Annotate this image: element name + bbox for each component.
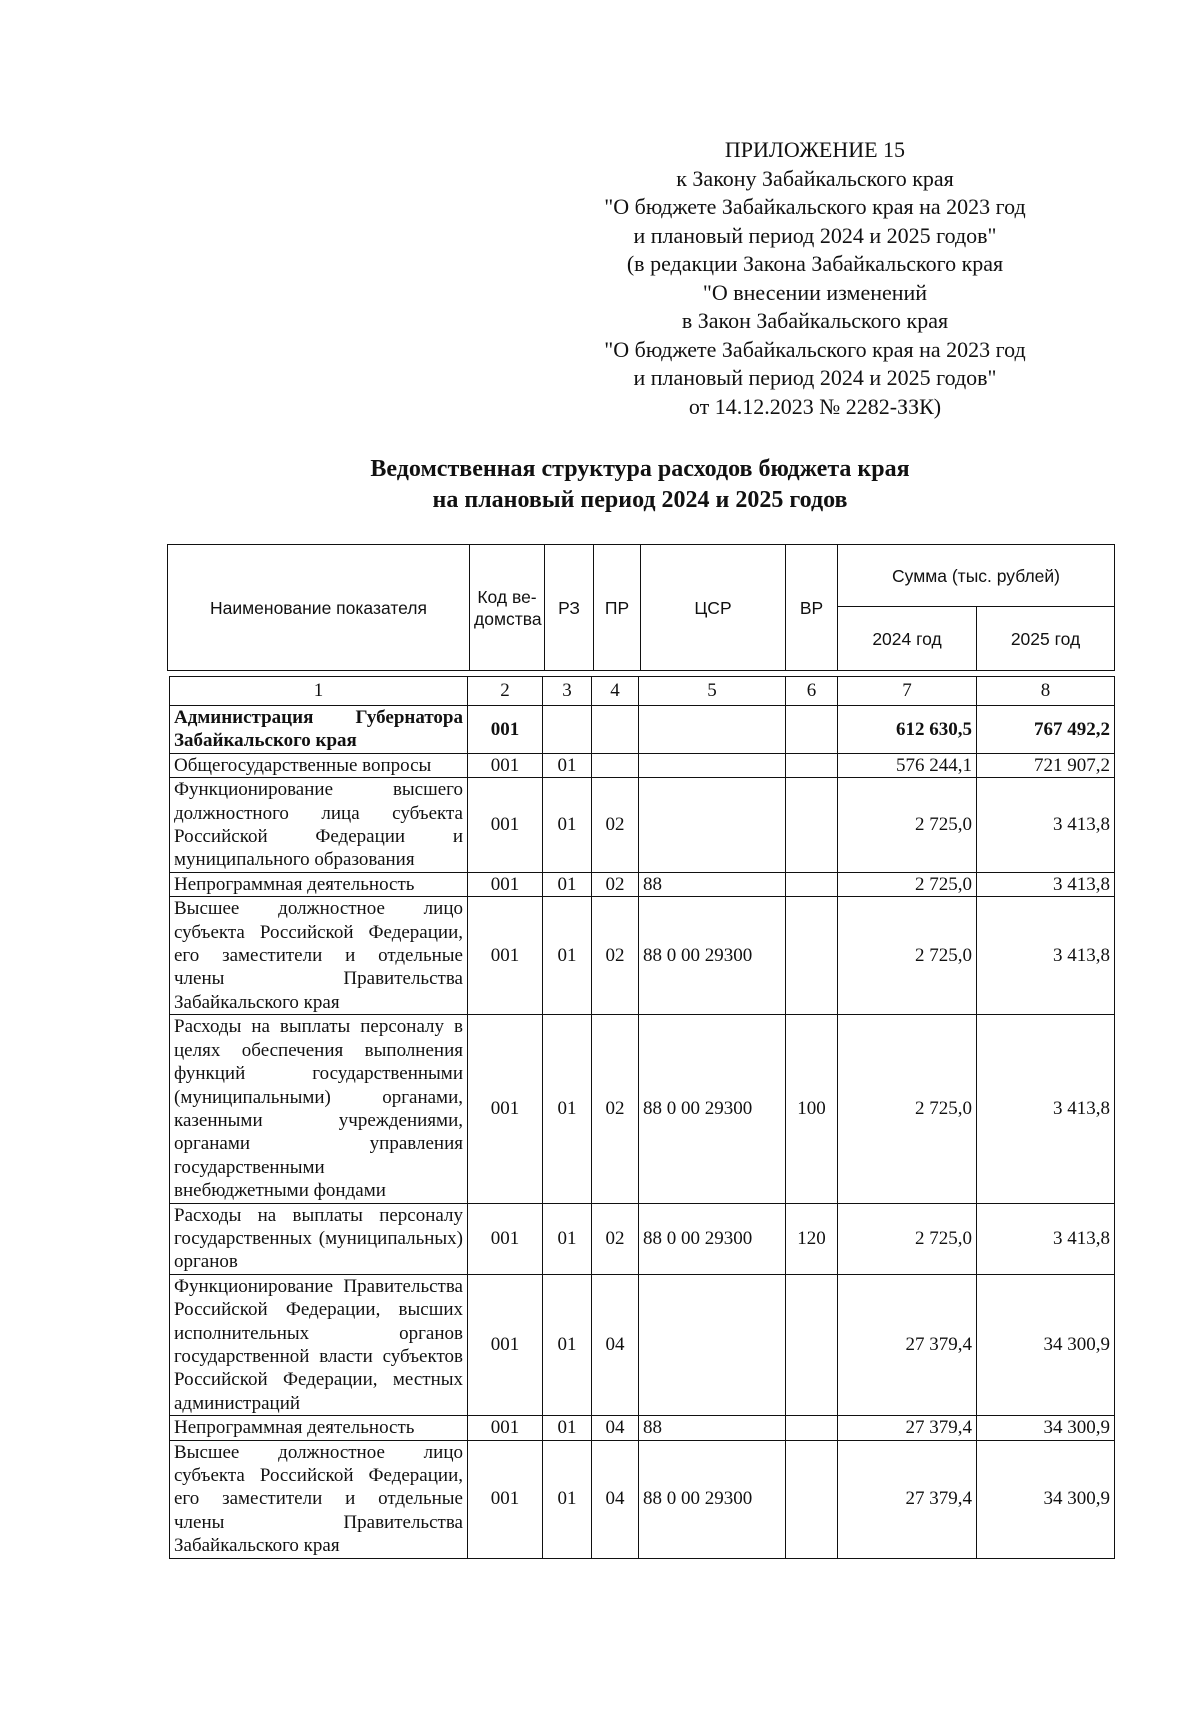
appendix-line: от 14.12.2023 № 2282-ЗЗК) [688, 393, 942, 419]
appendix-line: и плановый период 2024 и 2025 годов" [633, 222, 997, 248]
header-dept-code [470, 545, 545, 671]
row-name [170, 1440, 468, 1558]
row-name [170, 1416, 468, 1440]
column-number: 4 [592, 677, 639, 706]
title-line: на плановый период 2024 и 2025 годов [432, 487, 848, 513]
row-vr: 120 [786, 1203, 838, 1274]
table-row [170, 706, 1115, 754]
column-number: 2 [468, 677, 543, 706]
row-csr [639, 706, 786, 754]
row-csr: 88 [639, 1416, 786, 1440]
row-pr: 02 [592, 1015, 639, 1203]
appendix-line: к Закону Забайкальского края [676, 165, 954, 191]
table-row [170, 1416, 1115, 1440]
row-amount-2025: 3 413,8 [977, 1015, 1115, 1203]
row-amount-2024: 2 725,0 [838, 778, 977, 873]
row-rz: 01 [543, 778, 592, 873]
row-name-text: Непрограммная деятельность [174, 1417, 415, 1439]
title-line: Ведомственная структура расходов бюджета края [370, 456, 910, 482]
row-amount-2025: 34 300,9 [977, 1416, 1115, 1440]
row-dept-code: 001 [468, 778, 543, 873]
table-row [170, 897, 1115, 1015]
row-name [170, 1274, 468, 1415]
row-name [170, 897, 468, 1015]
row-name-text: Расходы на выплаты персоналу в целях обеспечения выполнения функций государственными (муниципальными) органами, казенными учреждениями, органами управления государственными внебюджетными фондами [174, 1016, 463, 1202]
row-dept-code: 001 [468, 1416, 543, 1440]
column-number: 1 [170, 677, 468, 706]
header-pr: ПР [594, 545, 641, 671]
row-amount-2025: 721 907,2 [977, 753, 1115, 777]
row-rz: 01 [543, 1416, 592, 1440]
row-csr: 88 0 00 29300 [639, 1015, 786, 1203]
row-amount-2024: 2 725,0 [838, 1203, 977, 1274]
row-amount-2024: 2 725,0 [838, 872, 977, 896]
row-rz: 01 [543, 1015, 592, 1203]
column-number: 5 [639, 677, 786, 706]
appendix-line: ПРИЛОЖЕНИЕ 15 [724, 137, 906, 162]
column-number: 7 [838, 677, 977, 706]
row-name [170, 778, 468, 873]
row-pr: 04 [592, 1440, 639, 1558]
row-csr: 88 0 00 29300 [639, 897, 786, 1015]
appendix-line: и плановый период 2024 и 2025 годов" [633, 365, 997, 390]
row-name-text: Высшее должностное лицо субъекта Российской Федерации, его заместители и отдельные члены Правительства Забайкальского края [174, 1441, 463, 1557]
row-vr [786, 778, 838, 873]
row-pr: 02 [592, 897, 639, 1015]
row-dept-code: 001 [468, 897, 543, 1015]
column-number: 8 [977, 677, 1115, 706]
table-row [170, 1274, 1115, 1415]
row-name-text: Непрограммная деятельность [174, 873, 415, 895]
header-name: Наименование показателя [168, 545, 470, 671]
row-name [170, 872, 468, 896]
row-amount-2025: 767 492,2 [977, 706, 1115, 754]
row-rz [543, 706, 592, 754]
row-csr [639, 1274, 786, 1415]
header-dept-code-text: Код ве- домства [474, 586, 542, 629]
row-vr [786, 1416, 838, 1440]
appendix-line: "О внесении изменений [702, 279, 928, 305]
column-number-row [170, 677, 1115, 706]
header-2024: 2024 год [838, 607, 977, 671]
table-row [170, 1015, 1115, 1203]
row-csr: 88 0 00 29300 [639, 1203, 786, 1274]
row-name-text: Администрация Губернатора Забайкальского края [174, 707, 463, 752]
row-dept-code: 001 [468, 1203, 543, 1274]
appendix-block [555, 136, 1075, 421]
table-row [170, 778, 1115, 873]
row-vr [786, 706, 838, 754]
row-amount-2025: 3 413,8 [977, 778, 1115, 873]
appendix-line: "О бюджете Забайкальского края на 2023 год [604, 336, 1026, 362]
row-dept-code: 001 [468, 872, 543, 896]
row-name [170, 753, 468, 777]
table-row [170, 872, 1115, 896]
data-table [169, 676, 1115, 1559]
row-vr: 100 [786, 1015, 838, 1203]
row-amount-2025: 3 413,8 [977, 1203, 1115, 1274]
header-rz: РЗ [545, 545, 594, 671]
column-number: 6 [786, 677, 838, 706]
row-rz: 01 [543, 1274, 592, 1415]
row-pr: 02 [592, 778, 639, 873]
row-amount-2024: 576 244,1 [838, 753, 977, 777]
row-amount-2024: 2 725,0 [838, 1015, 977, 1203]
row-vr [786, 1440, 838, 1558]
row-amount-2024: 2 725,0 [838, 897, 977, 1015]
row-dept-code: 001 [468, 706, 543, 754]
row-pr: 02 [592, 872, 639, 896]
row-name [170, 1015, 468, 1203]
row-dept-code: 001 [468, 1274, 543, 1415]
row-amount-2025: 3 413,8 [977, 897, 1115, 1015]
table-row [170, 753, 1115, 777]
document-title [200, 454, 1080, 516]
row-amount-2025: 3 413,8 [977, 872, 1115, 896]
row-rz: 01 [543, 1203, 592, 1274]
row-name-text: Функционирование высшего должностного лица субъекта Российской Федерации и муниципального образования [174, 779, 463, 871]
row-amount-2025: 34 300,9 [977, 1274, 1115, 1415]
row-name-text: Функционирование Правительства Российской Федерации, высших исполнительных органов государственной власти субъектов Российской Федерации, местных администраций [174, 1275, 463, 1414]
table-row [170, 1203, 1115, 1274]
row-pr [592, 753, 639, 777]
row-rz: 01 [543, 1440, 592, 1558]
appendix-line: в Закон Забайкальского края [681, 308, 949, 333]
row-amount-2025: 34 300,9 [977, 1440, 1115, 1558]
row-pr: 04 [592, 1416, 639, 1440]
row-amount-2024: 27 379,4 [838, 1416, 977, 1440]
appendix-line: (в редакции Закона Забайкальского края [626, 251, 1004, 276]
row-amount-2024: 27 379,4 [838, 1440, 977, 1558]
row-dept-code: 001 [468, 1440, 543, 1558]
table-header [167, 544, 1115, 671]
row-vr [786, 1274, 838, 1415]
header-2025: 2025 год [977, 607, 1115, 671]
column-number: 3 [543, 677, 592, 706]
row-name-text: Высшее должностное лицо субъекта Российской Федерации, его заместители и отдельные члены Правительства Забайкальского края [174, 898, 463, 1013]
row-name-text: Общегосударственные вопросы [174, 754, 432, 776]
row-vr [786, 897, 838, 1015]
row-dept-code: 001 [468, 1015, 543, 1203]
row-pr: 02 [592, 1203, 639, 1274]
row-name [170, 1203, 468, 1274]
row-csr: 88 0 00 29300 [639, 1440, 786, 1558]
row-vr [786, 872, 838, 896]
appendix-line: "О бюджете Забайкальского края на 2023 год [604, 194, 1026, 219]
row-rz: 01 [543, 897, 592, 1015]
row-csr: 88 [639, 872, 786, 896]
row-vr [786, 753, 838, 777]
row-amount-2024: 612 630,5 [838, 706, 977, 754]
header-csr: ЦСР [641, 545, 786, 671]
row-pr: 04 [592, 1274, 639, 1415]
row-csr [639, 778, 786, 873]
row-name-text: Расходы на выплаты персоналу государственных (муниципальных) органов [174, 1204, 463, 1273]
row-name [170, 706, 468, 754]
header-vr: ВР [786, 545, 838, 671]
row-amount-2024: 27 379,4 [838, 1274, 977, 1415]
row-rz: 01 [543, 753, 592, 777]
row-csr [639, 753, 786, 777]
table-row [170, 1440, 1115, 1558]
row-pr [592, 706, 639, 754]
row-dept-code: 001 [468, 753, 543, 777]
row-rz: 01 [543, 872, 592, 896]
header-sum: Сумма (тыс. рублей) [838, 545, 1115, 607]
